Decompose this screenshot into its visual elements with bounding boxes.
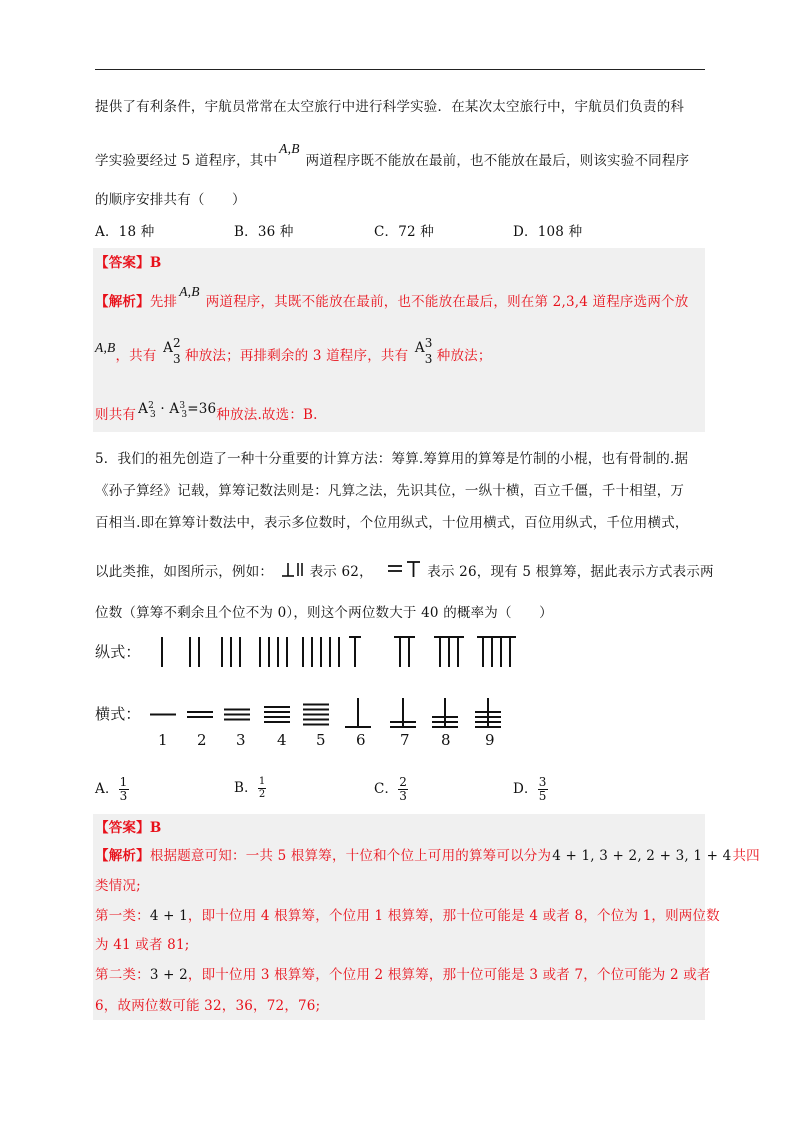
q5-answer — [95, 818, 161, 838]
q5-stem-line1: 5．我们的祖先创造了一种十分重要的计算方法：筹算.筹算用的算筹是竹制的小棍，也有骨制的.据 — [95, 451, 689, 467]
digit-label-2: 2 — [197, 731, 207, 749]
q4-option-d: D．108 种 — [513, 224, 583, 240]
q4-analysis-text-e: 种放法； — [436, 348, 492, 364]
q5-analysis-text-a: 根据题意可知：一共 5 根算筹，十位和个位上可用的算筹可以分为 — [149, 848, 552, 864]
q5-option-c-letter: C． — [374, 781, 399, 797]
q4-analysis-ab: A,B — [179, 284, 200, 299]
q4-analysis-text-a: 先排 — [149, 294, 178, 310]
digit-label-3: 3 — [236, 731, 246, 749]
q4-option-c: C．72 种 — [374, 224, 434, 240]
header-rule — [95, 69, 705, 70]
digit-label-5: 5 — [316, 731, 326, 749]
q5-option-d — [513, 776, 548, 803]
q5-option-c — [374, 776, 408, 803]
q5-option-b-num: 1 — [258, 776, 266, 787]
q4-analysis-line3 — [95, 401, 318, 427]
digit-label-1: 1 — [158, 731, 168, 749]
q5-option-d-num: 3 — [538, 775, 547, 789]
q4-analysis-text-f: 则共有 — [95, 407, 137, 423]
a33-sup: 3 — [424, 336, 433, 350]
prod-a2: A — [169, 401, 180, 417]
a33-sub: 3 — [424, 352, 433, 366]
q5-analysis-expr-2: 4 + 1 — [149, 908, 188, 924]
prod-a1: A — [138, 401, 149, 417]
q5-option-a-num: 1 — [119, 775, 128, 789]
q5-analysis-line2: 类情况; — [95, 878, 141, 894]
q5-analysis-expr-3: 3 + 2 — [149, 967, 188, 983]
prod-a1-sub: 3 — [150, 410, 156, 420]
q5-option-b-fraction — [258, 776, 267, 801]
q4-stem-line2 — [95, 141, 690, 171]
a33-base: A — [414, 340, 425, 356]
q5-option-c-fraction — [398, 776, 408, 803]
q4-answer — [95, 253, 161, 273]
q5-stem-line4 — [95, 559, 714, 582]
q4-analysis-text-b: 两道程序，其既不能放在最前，也不能放在最后，则在第 2,3,4 道程序选两个放 — [205, 294, 689, 310]
digit-label-9: 9 — [485, 731, 495, 749]
q5-analysis-line3 — [95, 906, 720, 926]
q5-stem-line5: 位数（算筹不剩余且个位不为 0），则这个两位数大于 40 的概率为（ ） — [95, 605, 553, 621]
prod-a2-sub: 3 — [181, 410, 188, 420]
digit-label-8: 8 — [441, 731, 451, 749]
q5-analysis-line6: 6，故两位数可能 32，36，72，76; — [95, 998, 321, 1014]
q4-stem-text-a: 学实验要经过 5 道程序，其中 — [95, 153, 278, 169]
prod-result: =36 — [187, 401, 217, 417]
q5-stem-line3: 百相当.即在算筹计数法中，表示多位数时，个位用纵式，十位用横式，百位用纵式，千位用横式， — [95, 515, 689, 531]
q5-analysis-text-b: 共四 — [732, 848, 760, 864]
q5-option-c-num: 2 — [399, 775, 408, 789]
digit-label-7: 7 — [400, 731, 410, 749]
q4-stem-line1: 提供了有利条件，宇航员常常在太空旅行中进行科学实验．在某次太空旅行中，宇航员们负责的科 — [95, 99, 685, 115]
q5-option-d-fraction — [538, 776, 548, 803]
q5-stem-line2: 《孙子算经》记载，算筹记数法则是：凡算之法，先识其位，一纵十横，百立千僵，千十相望，万 — [95, 483, 685, 499]
q5-stem-text-a: 以此类推，如图所示，例如： — [95, 564, 274, 580]
q4-analysis-line1 — [95, 284, 689, 312]
q4-stem-ab: A,B — [279, 141, 300, 156]
q5-analysis-text-c: 第一类： — [95, 908, 150, 924]
q4-answer-tag: 【答案】 — [95, 255, 150, 271]
permutation-a33 — [414, 336, 433, 366]
q5-option-b — [234, 776, 266, 801]
q5-stem-text-b: 表示 62， — [309, 564, 373, 580]
q4-analysis-tag: 【解析】 — [95, 294, 150, 310]
q4-analysis-text-d: 种放法；再排剩余的 3 道程序，共有 — [185, 348, 409, 364]
q5-option-a-den: 3 — [119, 789, 128, 803]
q5-analysis-line4: 为 41 或者 81; — [95, 937, 190, 953]
q5-analysis-line5 — [95, 965, 711, 985]
q5-option-a — [95, 776, 129, 803]
q5-option-b-letter: B． — [234, 780, 258, 796]
q5-analysis-text-e: 第二类： — [95, 967, 150, 983]
q5-option-a-fraction — [119, 776, 129, 803]
q4-stem-line3: 的顺序安排共有（ ） — [95, 192, 246, 208]
q5-option-b-den: 2 — [258, 789, 266, 800]
permutation-a32 — [163, 336, 181, 366]
a32-sub: 3 — [173, 352, 181, 366]
rod-example-62 — [280, 559, 308, 579]
q4-analysis-ab-2: A,B — [95, 340, 116, 355]
q5-analysis-line1 — [95, 846, 760, 866]
q5-option-d-letter: D． — [513, 781, 538, 797]
digit-label-6: 6 — [356, 731, 366, 749]
q4-stem-text-b: 两道程序既不能放在最前，也不能放在最后，则该实验不同程序 — [305, 153, 690, 169]
prod-a2-sup: 3 — [179, 401, 186, 411]
rod-example-26 — [387, 559, 423, 579]
q5-analysis-tag: 【解析】 — [95, 848, 150, 864]
q5-stem-text-c: 表示 26，现有 5 根算筹，据此表示方式表示两 — [427, 564, 714, 580]
a32-sup: 2 — [173, 336, 181, 350]
q4-analysis-text-c: ，共有 — [115, 348, 157, 364]
q5-answer-tag: 【答案】 — [95, 820, 150, 836]
q4-option-a: A．18 种 — [95, 224, 155, 240]
prod-a1-sup: 2 — [148, 401, 154, 411]
q4-analysis-line2 — [95, 336, 492, 366]
q4-analysis-text-g: 种放法.故选：B. — [216, 407, 318, 423]
q5-answer-value: B — [149, 820, 162, 836]
q5-analysis-text-f: ，即十位用 3 根算筹，个位用 2 根算筹，那十位可能是 3 或者 7，个位可能为 2 或者 — [187, 967, 711, 983]
q5-analysis-text-d: ，即十位用 4 根算筹，个位用 1 根算筹，那十位可能是 4 或者 8，个位为 1，则两位数 — [187, 908, 720, 924]
horizontal-form-label: 横式： — [95, 705, 141, 723]
q5-option-a-letter: A． — [95, 781, 119, 797]
q5-option-d-den: 5 — [538, 789, 547, 803]
q4-answer-value: B — [149, 255, 162, 271]
q5-option-c-den: 3 — [399, 789, 408, 803]
product-expression: $A^2_3 \cdot A^3_3=36$ — [138, 401, 217, 420]
vertical-form-label: 纵式： — [95, 643, 141, 661]
a32-base: A — [163, 340, 174, 356]
q5-analysis-expr-1: 4 + 1, 3 + 2, 2 + 3, 1 + 4 — [552, 848, 732, 864]
q4-option-b: B．36 种 — [234, 224, 294, 240]
digit-label-4: 4 — [277, 731, 287, 749]
